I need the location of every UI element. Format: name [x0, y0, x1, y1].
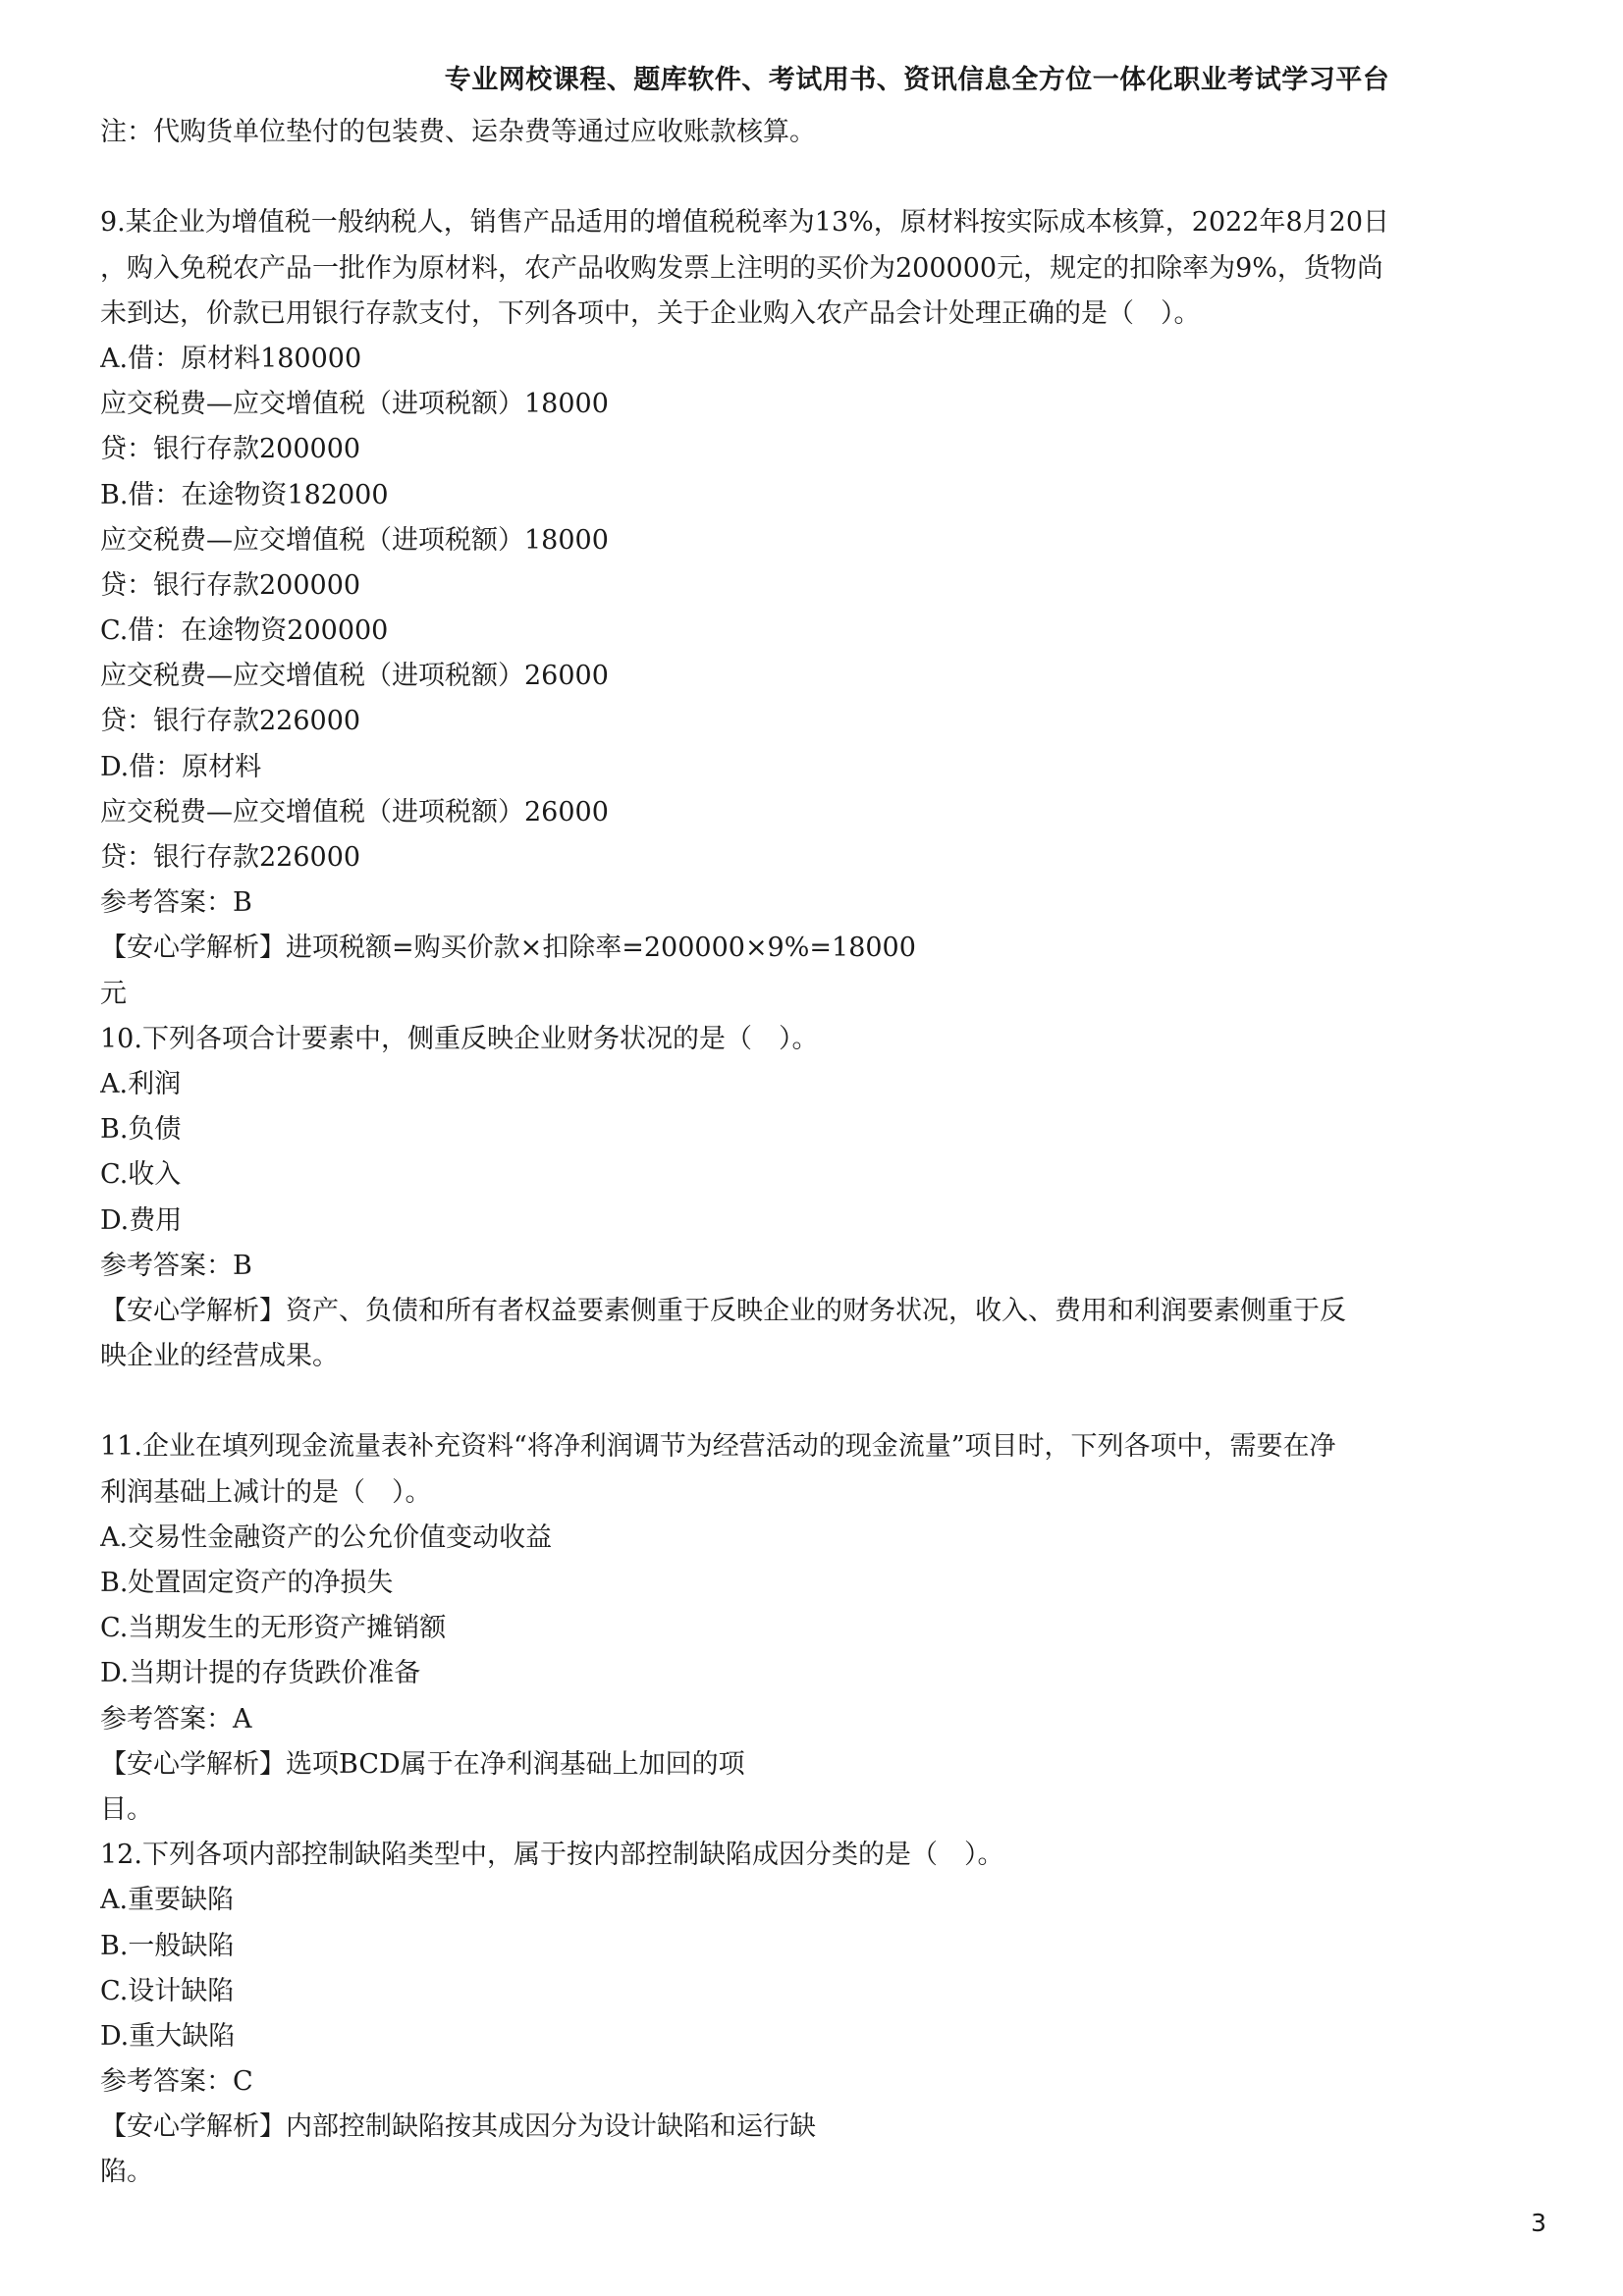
option-line: 应交税费—应交增值税（进项税额）26000 [100, 661, 609, 692]
analysis-line: 目。 [100, 1793, 153, 1825]
option-line: D.当期计提的存货跌价准备 [100, 1658, 421, 1689]
option-line: C.收入 [100, 1159, 182, 1191]
option-line: B.一般缺陷 [100, 1930, 235, 1961]
answer-line: 参考答案：A [100, 1703, 252, 1735]
question-12 [100, 1833, 1534, 2196]
analysis-line: 【安心学解析】资产、负债和所有者权益要素侧重于反映企业的财务状况，收入、费用和利润要素侧重于反 [100, 1295, 1346, 1326]
option-line: B.处置固定资产的净损失 [100, 1568, 394, 1598]
question-stem-line: 12.下列各项内部控制缺陷类型中，属于按内部控制缺陷成因分类的是（ ）。 [100, 1840, 1004, 1871]
blank-line [100, 155, 1534, 200]
option-line: 贷：银行存款226000 [100, 706, 361, 737]
option-line: C.设计缺陷 [100, 1975, 235, 2006]
option-line: A.交易性金融资产的公允价值变动收益 [100, 1522, 553, 1553]
note-line: 注：代购货单位垫付的包装费、运杂费等通过应收账款核算。 [100, 117, 816, 147]
question-stem-line: 10.下列各项合计要素中，侧重反映企业财务状况的是（ ）。 [100, 1023, 819, 1054]
option-line: D.借：原材料 [100, 751, 262, 782]
question-stem-line: 未到达，价款已用银行存款支付，下列各项中，关于企业购入农产品会计处理正确的是（ ）。 [100, 297, 1201, 329]
option-line: 应交税费—应交增值税（进项税额）26000 [100, 796, 609, 828]
question-stem-line: 利润基础上减计的是（ ）。 [100, 1476, 432, 1508]
question-9 [100, 200, 1534, 1016]
question-stem-line: 9.某企业为增值税一般纳税人，销售产品适用的增值税税率为13%，原材料按实际成本核算，2022年8月20日 [100, 207, 1390, 239]
option-line: C.借：在途物资200000 [100, 615, 389, 647]
document-body [100, 110, 1534, 2196]
page-number: 3 [1531, 2209, 1546, 2237]
answer-line: 参考答案：C [100, 2066, 253, 2098]
question-11 [100, 1424, 1534, 1833]
question-stem-line: ，购入免税农产品一批作为原材料，农产品收购发票上注明的买价为200000元，规定的扣除率为9%，货物尚 [100, 252, 1383, 284]
analysis-line: 【安心学解析】选项BCD属于在净利润基础上加回的项 [100, 1748, 745, 1780]
question-10 [100, 1017, 1534, 1380]
analysis-line: 映企业的经营成果。 [100, 1341, 339, 1372]
option-line: 应交税费—应交增值税（进项税额）18000 [100, 524, 609, 556]
answer-line: 参考答案：B [100, 1250, 252, 1281]
analysis-line: 元 [100, 978, 127, 1009]
option-line: 贷：银行存款200000 [100, 434, 361, 465]
option-line: 应交税费—应交增值税（进项税额）18000 [100, 389, 609, 420]
page-header-title: 专业网校课程、题库软件、考试用书、资讯信息全方位一体化职业考试学习平台 [444, 65, 1390, 95]
analysis-line: 【安心学解析】内部控制缺陷按其成因分为设计缺陷和运行缺 [100, 2111, 816, 2143]
blank-line [100, 1379, 1534, 1424]
option-line: D.重大缺陷 [100, 2020, 236, 2052]
option-line: D.费用 [100, 1204, 183, 1236]
option-line: A.借：原材料180000 [100, 343, 362, 374]
option-line: B.借：在途物资182000 [100, 479, 389, 510]
question-stem-line: 11.企业在填列现金流量表补充资料“将净利润调节为经营活动的现金流量”项目时，下列各项中，需要在净 [100, 1431, 1336, 1463]
analysis-line: 陷。 [100, 2157, 153, 2188]
option-line: A.重要缺陷 [100, 1885, 235, 1916]
option-line: A.利润 [100, 1068, 182, 1099]
analysis-line: 【安心学解析】进项税额=购买价款×扣除率=200000×9%=18000 [100, 933, 916, 964]
option-line: B.负债 [100, 1114, 182, 1146]
answer-line: 参考答案：B [100, 887, 252, 919]
option-line: C.当期发生的无形资产摊销额 [100, 1613, 447, 1644]
option-line: 贷：银行存款226000 [100, 842, 361, 873]
option-line: 贷：银行存款200000 [100, 569, 361, 601]
